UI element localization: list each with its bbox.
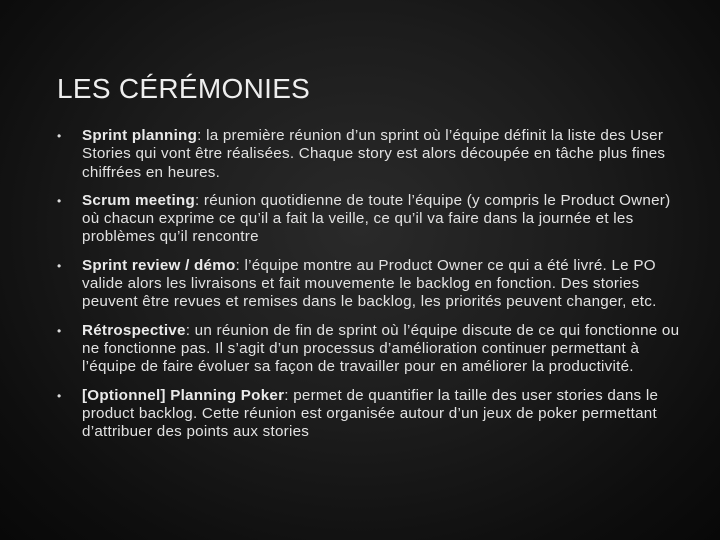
item-term: Sprint planning — [82, 127, 198, 144]
bullet-icon: • — [57, 258, 62, 273]
list-item-scrum-meeting — [57, 192, 685, 247]
list-item-planning-poker — [57, 387, 685, 442]
item-description: : l’équipe montre au Product Owner ce qui a été livré. Le PO valide alors les livraisons et fait mouvemente le backlog en fonction. Des stories peuvent être revues et remises dans le backlog, les priorités peuvent changer, etc. — [82, 256, 657, 311]
bullet-icon: • — [57, 193, 62, 208]
slide-title: LES CÉRÉMONIES — [57, 73, 311, 104]
ceremonies-list — [57, 127, 685, 451]
bullet-icon: • — [57, 388, 62, 403]
item-description: : réunion quotidienne de toute l’équipe (y compris le Product Owner) où chacun exprime ce qu’il a fait la veille, ce qu’il va faire dans la journée et les problèmes qu’il rencontre — [82, 191, 671, 246]
item-term: Scrum meeting — [82, 191, 195, 209]
item-term: Rétrospective — [82, 321, 186, 339]
list-item-retrospective — [57, 322, 685, 377]
list-item-sprint-review — [57, 257, 685, 312]
item-term: [Optionnel] Planning Poker — [82, 386, 285, 404]
item-description: : permet de quantifier la taille des user stories dans le product backlog. Cette réunion est organisée autour d’un jeux de poker permettant d’attribuer des points aux stories — [82, 386, 659, 441]
bullet-icon: • — [57, 129, 62, 143]
item-term: Sprint review / démo — [82, 256, 236, 274]
item-description: : un réunion de fin de sprint où l’équipe discute de ce qui fonctionne ou ne fonctionne pas. Il s’agit d’un processus d’amélioration continuer permettant à l’équipe de faire évoluer sa façon de travailler pour en améliorer la productivité. — [82, 321, 680, 376]
bullet-icon: • — [57, 323, 62, 338]
item-description: : la première réunion d’un sprint où l’équipe définit la liste des User Stories qui vont être réalisées. Chaque story est alors découpée en tâche plus fines chiffrées en heures. — [82, 127, 666, 181]
list-item-sprint-planning — [57, 127, 685, 182]
